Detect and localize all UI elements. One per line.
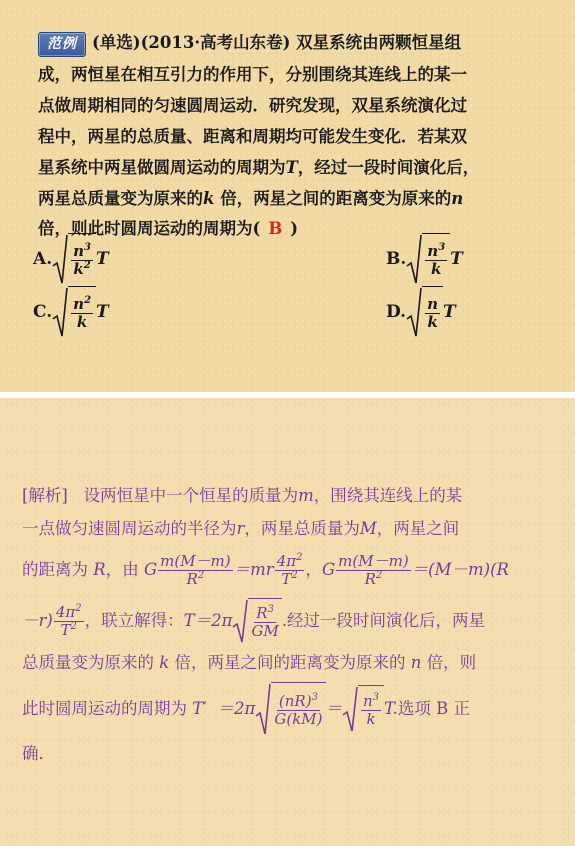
example-tag: 范例 [38,32,86,57]
question-line-6 [38,189,463,209]
fraction-denominator: R [364,569,376,588]
question-line-3 [38,96,467,116]
equation-part-group [22,604,85,639]
fraction-denominator: GM [251,622,279,640]
var-T: T [285,158,298,177]
exponent: 2 [70,620,77,632]
question-text-7b: ) [290,219,299,238]
solution-line-3 [22,550,509,590]
option-a-den: k [73,260,84,278]
option-a [33,233,109,285]
sqrt-symbol [342,685,384,733]
comma: ， [305,560,322,579]
fraction-denominator: R [186,569,198,588]
sqrt-symbol [52,233,96,285]
fraction-numerator: R [256,604,268,622]
solution-text: .经过一段时间演化后，两星 [281,611,486,630]
fraction-numerator: m(M－m) [338,551,409,570]
exponent: 2 [291,569,298,581]
question-text-5a: 星系统中两星做圆周运动的周期为 [38,158,286,177]
question-line-1 [38,32,461,57]
sqrt-symbol [52,286,96,338]
var-k: k [203,189,215,208]
option-c-tail: T [96,302,109,322]
option-c [33,286,109,338]
solution-line-5 [22,653,476,673]
solution-line-1 [22,486,462,506]
var-k: k [159,653,170,672]
solution-text: 此时圆周运动的周期为 [22,699,187,718]
question-text-6b: 倍，两星之间的距离变为原来的 [220,189,452,208]
question-text-1: (单选)(2013·高考山东卷) 双星系统由两颗恒星组 [92,33,462,52]
option-d-den: k [427,313,438,331]
solution-text: ，围绕其连线上的某 [313,486,463,505]
solution-text: ，两星总质量为 [244,519,360,538]
sqrt-symbol [232,598,281,644]
option-b-num-exp: 3 [438,242,446,253]
option-c-den: k [76,313,88,331]
solution-text: 倍，则 [426,653,477,672]
exponent: 3 [267,604,274,615]
option-b-label: B. [386,249,407,269]
answer-mark: B [268,219,283,238]
question-text-2: 成，两恒星在相互引力的作用下，分别围绕其连线上的某一 [38,65,467,84]
var-M: M [359,519,377,538]
option-d-num: n [427,295,438,313]
solution-text: 一点做匀速圆周运动的半径为 [22,519,237,538]
var-r: r [236,519,245,538]
fraction-numerator: n [363,692,373,710]
option-c-label: C. [33,302,53,322]
solution-text: 选项 B 正 [397,699,470,718]
solution-text: ，两星之间 [376,519,460,538]
option-b-num: n [427,242,439,260]
solution-text: 确． [22,744,55,763]
option-b-den: k [431,260,442,278]
sqrt-symbol [406,233,450,285]
equation-part: T. [384,699,398,718]
fraction-numerator: 4π [55,602,76,621]
equation-part: ＝2π [217,699,256,718]
equation-part: T＝2π [183,611,233,630]
sqrt-symbol [406,286,443,338]
option-b-tail: T [450,249,463,269]
option-c-num-exp: 2 [84,295,92,306]
exponent: 2 [197,569,205,581]
solution-line-2 [22,519,459,539]
solution-text: 设两恒星中一个恒星的质量为 [83,486,299,505]
var-G: G [143,560,158,579]
period-formula [184,598,282,644]
solution-panel [0,398,575,846]
question-text-4: 程中，两星的总质量、距离和周期均可能发生变化．若某双 [38,127,467,146]
var-n: n [410,653,422,672]
sqrt-symbol [255,682,325,736]
solution-text: ，联立解得： [84,611,184,630]
solution-line-4 [22,598,485,644]
question-line-4 [38,127,467,147]
solution-text: 倍，两星之间的距离变为原来的 [174,653,406,672]
option-a-num-exp: 3 [84,242,91,253]
exponent: 2 [375,569,383,581]
fraction-numerator: 4π [276,551,297,570]
fraction-denominator: T [60,620,71,639]
solution-line-6 [22,681,470,737]
solution-text: 总质量变为原来的 [22,653,154,672]
solution-heading: [解析] [22,486,68,505]
question-text-5b: ，经过一段时间演化后， [297,158,480,177]
equation-part: －r) [22,611,53,630]
option-d-tail: T [442,302,456,322]
solution-text: ，由 [105,560,139,579]
exponent: 3 [311,692,318,703]
new-period-formula [192,682,398,736]
option-a-tail: T [95,249,109,269]
question-text-7a: 倍，则此时圆周运动的周期为( [38,219,261,238]
question-text-6a: 两星总质量变为原来的 [38,189,203,208]
option-d [386,286,456,338]
var-T-prime: T′ [192,699,208,718]
fraction-denominator: G(kM) [274,710,323,728]
equation-part: ＝mr [233,560,274,579]
solution-text: 的距离为 [22,560,88,579]
equation-part: ＝(M－m)(R [411,560,509,579]
option-a-label: A. [33,249,53,269]
fraction-denominator: T [281,569,292,588]
var-n: n [451,189,464,208]
fraction-numerator: m(M－m) [160,551,231,570]
gravity-equation [144,553,509,588]
question-panel [0,0,575,392]
var-R: R [93,560,106,579]
question-line-5 [38,158,479,178]
var-G: G [321,560,336,579]
option-c-num: n [73,295,85,313]
exponent: 3 [372,692,380,703]
option-a-den-exp: 2 [83,260,91,271]
question-line-2 [38,65,467,85]
exponent: 2 [75,602,82,614]
solution-line-7 [22,744,55,764]
var-m: m [298,486,314,505]
question-text-3: 点做周期相同的匀速圆周运动．研究发现，双星系统演化过 [38,96,467,115]
fraction-numerator: (nR) [278,692,312,710]
option-d-label: D. [386,302,407,322]
exponent: 2 [296,551,303,563]
option-a-num: n [73,242,85,260]
equation-part: ＝ [325,699,342,718]
fraction-denominator: k [366,710,376,728]
option-b [386,233,463,285]
